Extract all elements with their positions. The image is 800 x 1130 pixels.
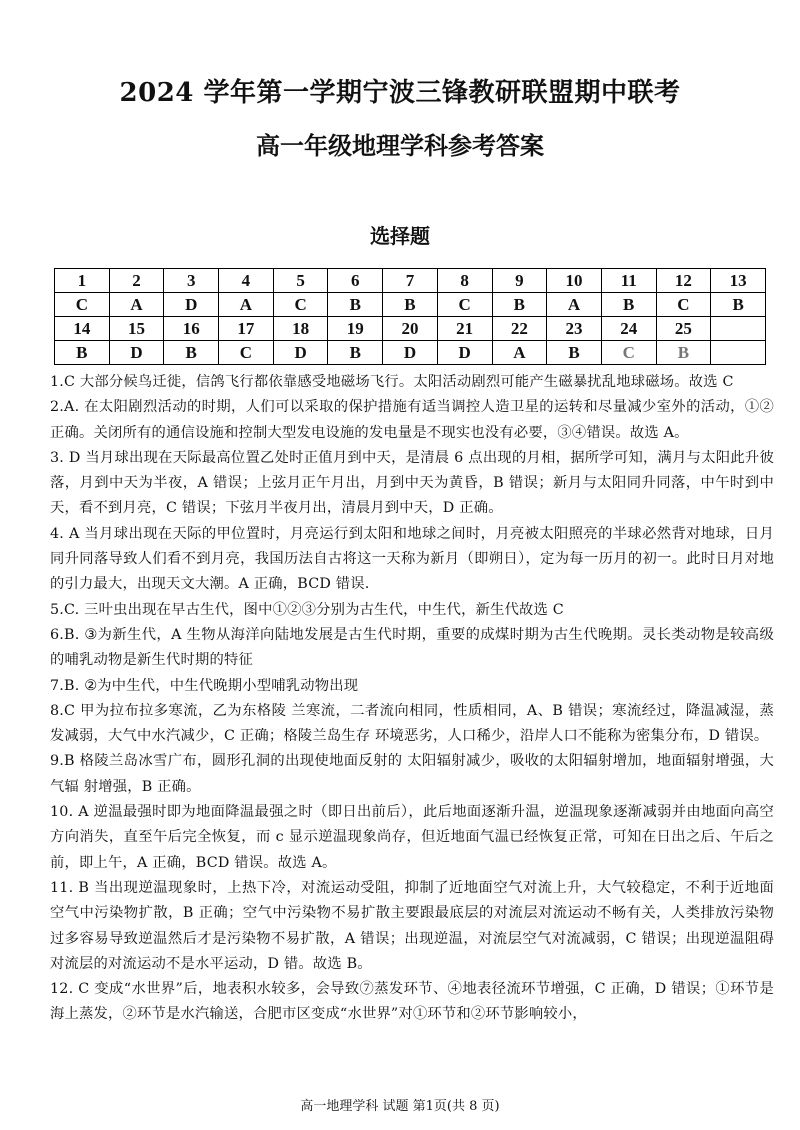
question-number-cell: 22	[492, 317, 547, 341]
answer-cell: B	[656, 341, 711, 365]
question-number-cell: 2	[109, 269, 164, 293]
question-number-cell	[711, 317, 766, 341]
question-number-cell: 17	[219, 317, 274, 341]
question-number-cell: 4	[219, 269, 274, 293]
answer-cell: A	[219, 293, 274, 317]
explanation-paragraph: 5.C. 三叶虫出现在早古生代，图中①②③分别为古生代，中生代，新生代故选 C	[50, 601, 564, 618]
question-number-row	[55, 269, 766, 293]
answer-cell: B	[711, 293, 766, 317]
answer-cell: D	[109, 341, 164, 365]
answer-cell: D	[273, 341, 328, 365]
explanation-paragraph: 11. B 当出现逆温现象时，上热下冷，对流运动受阻，抑制了近地面空气对流上升，大气较稳定，不利于近地面空气中污染物扩散，B 正确；空气中污染物不易扩散主要跟最底层的对流层对流运动不畅有关，人类排放污染物过多容易导致逆温然后才是污染物不易扩散，A 错误；出现逆温，对流层空气对流减弱，C 错误；出现逆温阻碍对流层的对流运动不是水平运动，D 错。故选 B。	[50, 879, 774, 972]
document-subtitle: 高一年级地理学科参考答案	[256, 131, 544, 160]
question-number-cell: 10	[547, 269, 602, 293]
question-number-cell: 1	[55, 269, 110, 293]
explanation-paragraph: 10. A 逆温最强时即为地面降温最强之时（即日出前后），此后地面逐渐升温，逆温现象逐渐减弱并由地面向高空方向消失，直至午后完全恢复，而 c 显示逆温现象尚存，但近地面气温已经恢复正常，可知在日出之后、午后之前，即上午，A 正确，BCD 错误。故选 A。	[50, 804, 774, 871]
answer-cell: B	[601, 293, 656, 317]
question-number-cell: 25	[656, 317, 711, 341]
answer-cell: D	[383, 341, 438, 365]
explanation-paragraph: 9.B 格陵兰岛冰雪广布，圆形孔洞的出现使地面反射的 太阳辐射减少，吸收的太阳辐射增加，地面辐射增强，大气辐 射增强，B 正确。	[50, 753, 774, 795]
question-number-cell: 13	[711, 269, 766, 293]
explanation-paragraph: 3. D 当月球出现在天际最高位置乙处时正值月到中天，是清晨 6 点出现的月相，据所学可知，满月与太阳此升彼落，月到中天为半夜，A 错误；上弦月正午月出，月到中天为黄昏，B 错误；新月与太阳同升同落，中午时到中天，看不到月亮，C 错误；下弦月半夜月出，清晨月到中天，D 正确。	[50, 449, 774, 517]
answer-cell: B	[328, 341, 383, 365]
answer-cell: B	[383, 293, 438, 317]
answer-cell: B	[547, 341, 602, 365]
question-number-cell: 24	[601, 317, 656, 341]
answer-cell	[711, 341, 766, 365]
answer-cell: B	[55, 341, 110, 365]
answer-cell: B	[492, 293, 547, 317]
question-number-cell: 19	[328, 317, 383, 341]
answer-table	[54, 268, 766, 365]
question-number-row	[55, 317, 766, 341]
answer-cell: C	[55, 293, 110, 317]
answer-cell: C	[656, 293, 711, 317]
explanation-paragraph: 6.B. ③为新生代，A 生物从海洋向陆地发展是古生代时期，重要的成煤时期为古生代晚期。灵长类动物是较高级的哺乳动物是新生代时期的特征	[50, 626, 774, 669]
answer-cell: C	[437, 293, 492, 317]
answer-cell: B	[328, 293, 383, 317]
explanation-paragraph: 4. A 当月球出现在天际的甲位置时，月亮运行到太阳和地球之间时，月亮被太阳照亮的半球必然背对地球，日月同升同落导致人们看不到月亮，我国历法自古将这一天称为新月（即朔日），定为每一历月的初一。此时日月对地的引力最大，出现天文大潮。A 正确，BCD 错误.	[50, 525, 774, 593]
question-number-cell: 14	[55, 317, 110, 341]
answer-cell: D	[164, 293, 219, 317]
question-number-cell: 11	[601, 269, 656, 293]
answer-cell: A	[109, 293, 164, 317]
explanation-paragraph: 8.C 甲为拉布拉多寒流，乙为东格陵 兰寒流，二者流向相同，性质相同，A、B 错误；寒流经过，降温减湿，蒸发减弱，大气中水汽减少，C 正确；格陵兰岛生存 环境恶劣，人口稀少，沿岸人口不能称为密集分布，D 错误。	[50, 702, 774, 745]
answer-row	[55, 293, 766, 317]
question-number-cell: 20	[383, 317, 438, 341]
document-title: 2024 学年第一学期宁波三锋教研联盟期中联考	[119, 78, 681, 108]
explanation-paragraph: 2.A. 在太阳剧烈活动的时期，人们可以采取的保护措施有适当调控人造卫星的运转和尽量减少室外的活动，①②正确。关闭所有的通信设施和控制大型发电设施的发电量是不现实也没有必要，③④错误。故选 A。	[50, 399, 774, 441]
question-number-cell: 21	[437, 317, 492, 341]
explanation-paragraph: 12. C 变成“水世界”后，地表积水较多，会导致⑦蒸发环节、④地表径流环节增强，C 正确，D 错误；①环节是海上蒸发，②环节是水汽输送，合肥市区变成“水世界”对①环节和②环节影响较小，	[50, 981, 774, 1023]
answer-cell: C	[219, 341, 274, 365]
question-number-cell: 6	[328, 269, 383, 293]
question-number-cell: 15	[109, 317, 164, 341]
question-number-cell: 9	[492, 269, 547, 293]
question-number-cell: 5	[273, 269, 328, 293]
question-number-cell: 3	[164, 269, 219, 293]
explanation-paragraph: 1.C 大部分候鸟迁徙，信鸽飞行都依靠感受地磁场飞行。太阳活动剧烈可能产生磁暴扰乱地球磁场。故选 C	[50, 374, 734, 390]
answer-cell: C	[273, 293, 328, 317]
page-footer: 高一地理学科 试题 第1页(共 8 页)	[300, 1099, 500, 1114]
answer-cell: A	[547, 293, 602, 317]
question-number-cell: 7	[383, 269, 438, 293]
answer-cell: C	[601, 341, 656, 365]
answer-cell: B	[164, 341, 219, 365]
question-number-cell: 16	[164, 317, 219, 341]
explanation-paragraph: 7.B. ②为中生代，中生代晚期小型哺乳动物出现	[50, 677, 359, 694]
question-number-cell: 12	[656, 269, 711, 293]
section-heading: 选择题	[370, 224, 430, 248]
answer-cell: D	[437, 341, 492, 365]
question-number-cell: 18	[273, 317, 328, 341]
explanations	[50, 370, 774, 1028]
question-number-cell: 23	[547, 317, 602, 341]
question-number-cell: 8	[437, 269, 492, 293]
answer-row	[55, 341, 766, 365]
answer-cell: A	[492, 341, 547, 365]
